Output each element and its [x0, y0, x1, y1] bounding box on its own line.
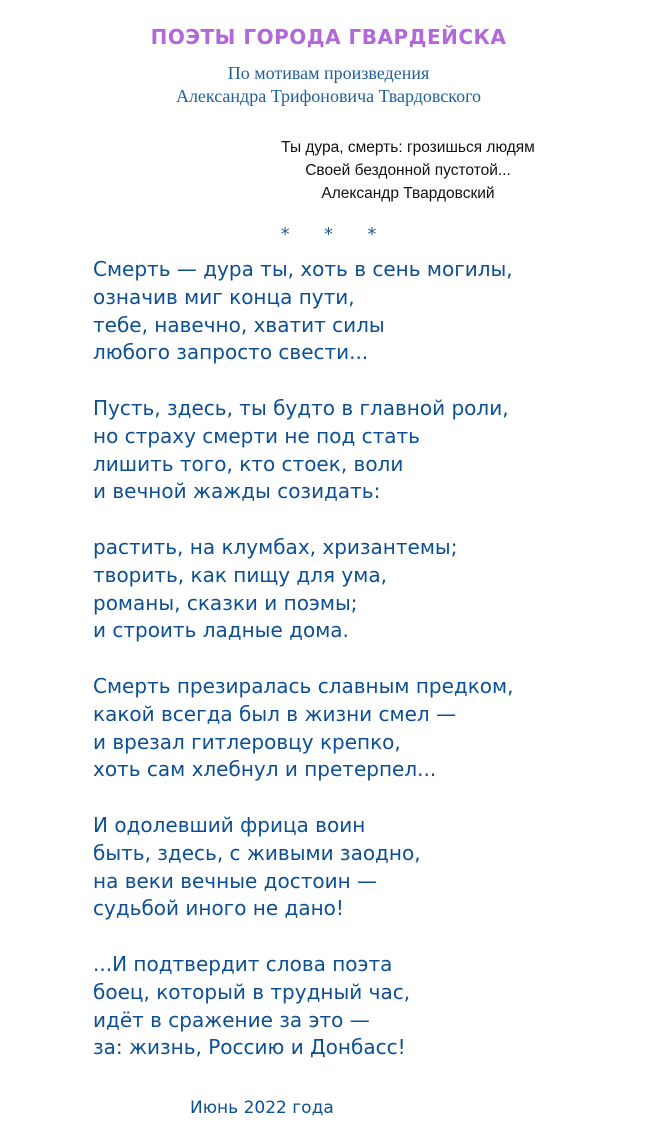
poem-line: романы, сказки и поэмы;: [93, 590, 358, 615]
subtitle-line: По мотивам произведения: [227, 63, 430, 83]
poem-line: Пусть, здесь, ты будто в главной роли,: [93, 395, 509, 420]
poem-date: Июнь 2022 года: [190, 1098, 334, 1118]
poem-line: любого запросто свести...: [93, 340, 369, 365]
poem-line: и строить ладные дома.: [93, 618, 349, 643]
poem-line: тебе, навечно, хватит силы: [93, 312, 385, 337]
subtitle: [0, 62, 657, 108]
poem-line: и вечной жажды созидать:: [93, 479, 381, 504]
poem-line: за: жизнь, Россию и Донбасс!: [93, 1035, 406, 1060]
poem-line: творить, как пищу для ума,: [93, 562, 387, 587]
stanza: [93, 256, 633, 367]
poem-line: судьбой иного не дано!: [93, 896, 344, 921]
poem-line: идёт в сражение за это —: [93, 1007, 370, 1032]
poem-line: хоть сам хлебнул и претерпел...: [93, 757, 437, 782]
epigraph-author: Александр Твардовский: [321, 185, 495, 202]
poem-line: Смерть — дура ты, хоть в сень могилы,: [93, 257, 513, 281]
poem-line: означив миг конца пути,: [93, 284, 355, 309]
stanza-separator: * * *: [280, 224, 377, 245]
poem-line: какой всегда был в жизни смел —: [93, 701, 457, 726]
stanza: [93, 534, 633, 645]
stanza: [93, 395, 633, 506]
poem-line: лишить того, кто стоек, воли: [93, 451, 404, 476]
poem-line: ...И подтвердит слова поэта: [93, 951, 393, 976]
epigraph: [258, 136, 558, 205]
stanza: [93, 673, 633, 784]
stanza: [93, 812, 633, 923]
epigraph-line: Ты дура, смерть: грозишься людям: [281, 139, 535, 156]
poem-line: боец, который в трудный час,: [93, 979, 411, 1004]
poem-line: и врезал гитлеровцу крепко,: [93, 729, 401, 754]
poem-line: растить, на клумбах, хризантемы;: [93, 534, 458, 559]
poem-line: но страху смерти не под стать: [93, 423, 420, 448]
poem-body: [93, 256, 633, 1090]
poem-line: И одолевший фрица воин: [93, 812, 366, 837]
epigraph-line: Своей бездонной пустотой...: [305, 162, 511, 179]
subtitle-line: Александра Трифоновича Твардовского: [175, 86, 482, 106]
poem-line: быть, здесь, с живыми заодно,: [93, 840, 421, 865]
stanza: [93, 951, 633, 1062]
poem-line: Смерть презиралась славным предком,: [93, 673, 514, 698]
poem-line: на веки вечные достоин —: [93, 868, 378, 893]
page-title: ПОЭТЫ ГОРОДА ГВАРДЕЙСКА: [150, 25, 507, 49]
